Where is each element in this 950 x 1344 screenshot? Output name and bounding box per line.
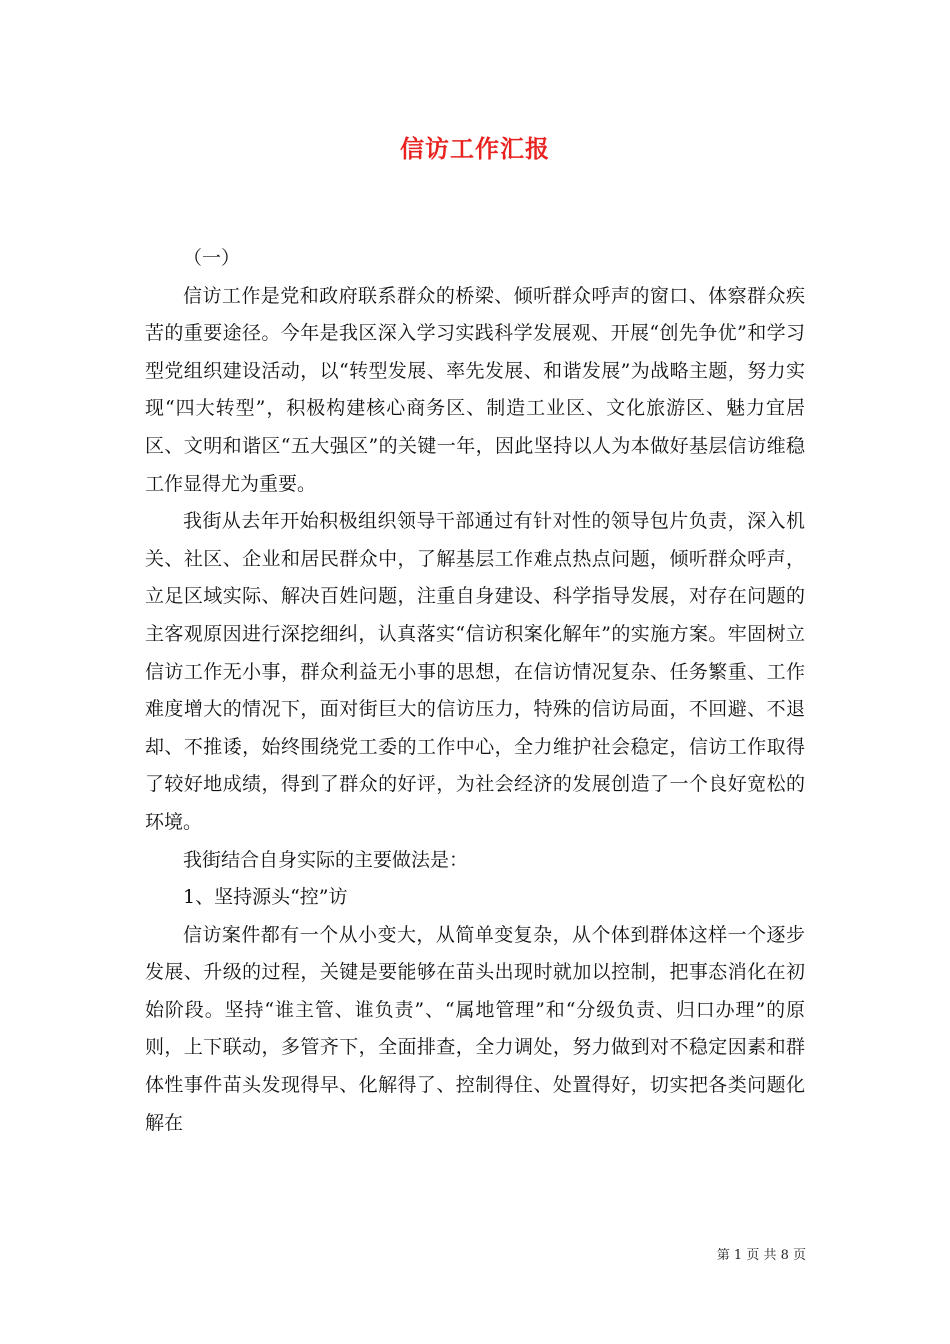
paragraph-intro: 信访工作是党和政府联系群众的桥梁、倾听群众呼声的窗口、体察群众疾苦的重要途径。今年是我区深入学习实践科学发展观、开展“创先争优”和学习型党组织建设活动，以“转型发展、率先发展、和谐发展”为战略主题，努力实现“四大转型”，积极构建核心商务区、制造工业区、文化旅游区、魅力宜居区、文明和谐区“五大强区”的关键一年，因此坚持以人为本做好基层信访维稳工作显得尤为重要。 [145, 284, 805, 495]
document-title: 信访工作汇报 [400, 134, 550, 163]
document-body [145, 240, 805, 1142]
section-number: （一） [183, 247, 241, 269]
paragraph-overview: 我街从去年开始积极组织领导干部通过有针对性的领导包片负责，深入机关、社区、企业和居民群众中，了解基层工作难点热点问题，倾听群众呼声，立足区域实际、解决百姓问题，注重自身建设、科学指导发展，对存在问题的主客观原因进行深挖细纠，认真落实“信访积案化解年”的实施方案。牢固树立信访工作无小事，群众利益无小事的思想，在信访情况复杂、任务繁重、工作难度增大的情况下，面对街巨大的信访压力，特殊的信访局面，不回避、不退却、不推诿，始终围绕党工委的工作中心，全力维护社会稳定，信访工作取得了较好地成绩，得到了群众的好评，为社会经济的发展创造了一个良好宽松的环境。 [145, 510, 805, 833]
paragraph-methods-lead: 我街结合自身实际的主要做法是： [183, 848, 469, 871]
subheading-source-control: 1、坚持源头“控”访 [183, 886, 348, 909]
paragraph-source-control: 信访案件都有一个从小变大，从简单变复杂，从个体到群体这样一个逐步发展、升级的过程，关键是要能够在苗头出现时就加以控制，把事态消化在初始阶段。坚持“谁主管、谁负责”、“属地管理”和“分级负责、归口办理”的原则，上下联动，多管齐下，全面排查，全力调处，努力做到对不稳定因素和群体性事件苗头发现得早、化解得了、控制得住、处置得好，切实把各类问题化解在 [145, 923, 805, 1134]
page-number-footer: 第 1 页 共 8 页 [716, 1248, 806, 1263]
